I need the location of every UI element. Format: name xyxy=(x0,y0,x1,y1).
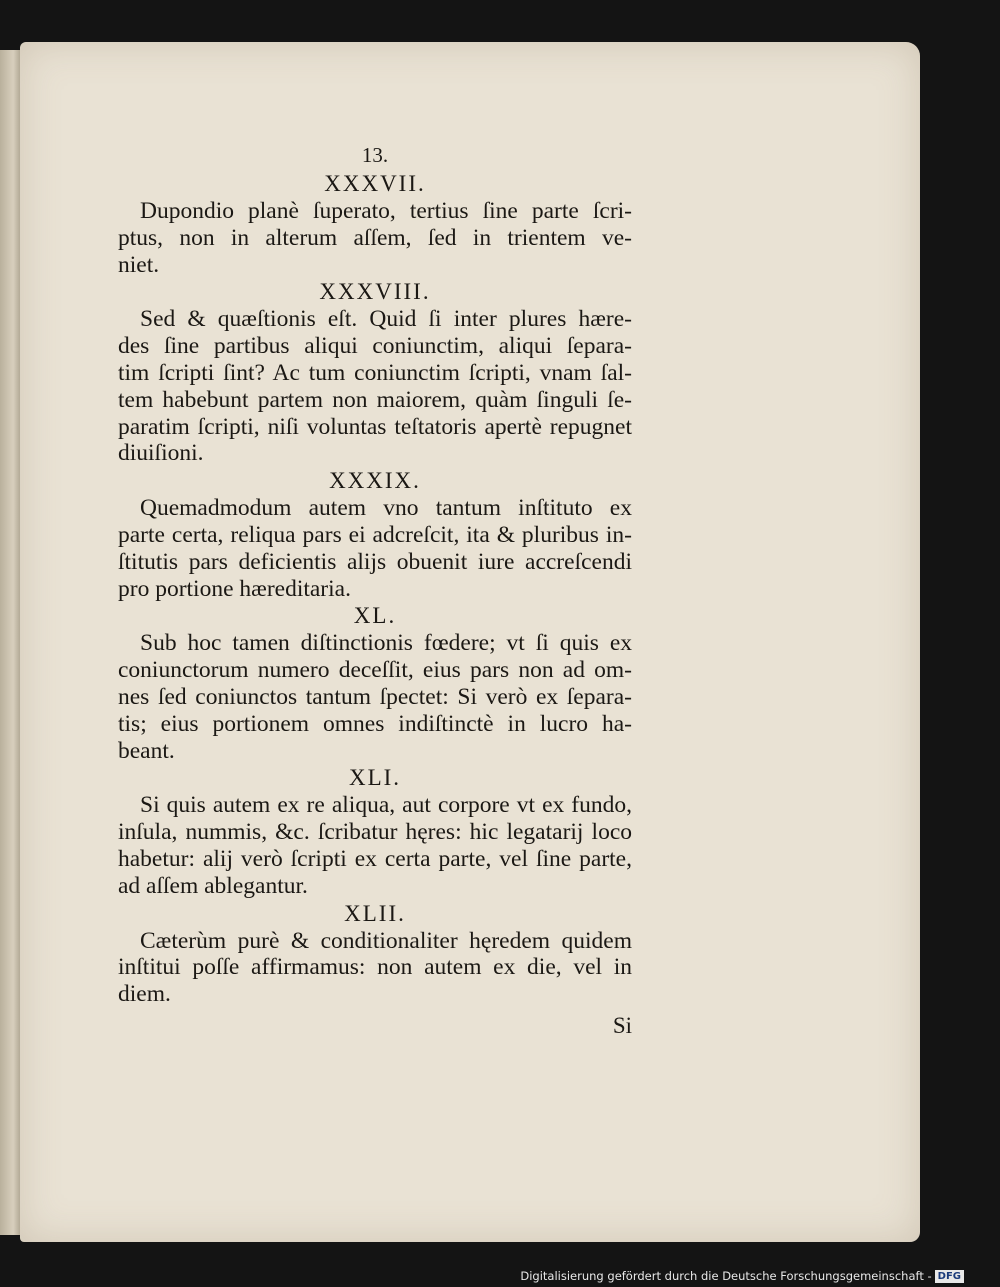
text-line: Sed & quæſtionis eſt. Quid ſi inter plures hære- xyxy=(140,306,632,333)
page-number: 13. xyxy=(361,143,389,167)
section-paragraph xyxy=(118,630,632,764)
text-line: diuiſioni. xyxy=(118,440,204,467)
section-paragraph xyxy=(118,198,632,278)
section-paragraph xyxy=(118,792,632,899)
text-line: Dupondio planè ſuperato, tertius ſine parte ſcri- xyxy=(140,198,632,224)
text-line: diem. xyxy=(118,981,171,1008)
section-numeral: XL. xyxy=(353,603,397,629)
text-line: ptus, non in alterum aſſem, ſed in trientem ve- xyxy=(118,224,632,251)
sections xyxy=(118,170,632,1008)
dfg-logo: DFG xyxy=(935,1270,964,1283)
text-line: habetur: alij verò ſcripti ex certa parte, vel ſine parte, xyxy=(118,845,632,872)
section-paragraph xyxy=(118,928,632,1008)
text-line: parte certa, reliqua pars ei adcreſcit, ita & pluribus in- xyxy=(118,521,632,548)
text-line: paratim ſcripti, niſi voluntas teſtatoris apertè repugnet xyxy=(118,413,632,440)
text-line: inſtitui poſſe affirmamus: non autem ex die, vel in xyxy=(118,954,632,981)
text-line: beant. xyxy=(118,737,175,764)
book-page xyxy=(20,42,920,1242)
text-line: pro portione hæreditaria. xyxy=(118,575,351,602)
text-line: tim ſcripti ſint? Ac tum coniunctim ſcripti, vnam ſal- xyxy=(118,359,632,386)
text-line: tem habebunt partem non maiorem, quàm ſinguli ſe- xyxy=(118,386,632,413)
text-line: Sub hoc tamen diſtinctionis fœdere; vt ſi quis ex xyxy=(140,630,632,657)
text-line: inſula, nummis, &c. ſcribatur hęres: hic legatarij loco xyxy=(118,819,632,846)
section-paragraph xyxy=(118,495,632,602)
text-line: des ſine partibus aliqui coniunctim, aliqui ſepara- xyxy=(118,333,632,360)
text-line: coniunctorum numero deceſſit, eius pars non ad om- xyxy=(118,657,632,684)
text-block xyxy=(118,142,632,1040)
catchword: Si xyxy=(612,1012,632,1038)
section-numeral: XLII. xyxy=(344,900,406,926)
digitization-credit xyxy=(520,1269,964,1283)
section-paragraph xyxy=(118,306,632,467)
section-numeral: XXXVIII. xyxy=(319,279,431,305)
section-numeral: XLI. xyxy=(348,765,402,791)
text-line: ad aſſem ablegantur. xyxy=(118,872,308,899)
text-line: Cæterùm purè & conditionaliter hęredem quidem xyxy=(140,927,632,954)
section-numeral: XXXVII. xyxy=(324,171,426,196)
text-line: nes ſed coniunctos tantum ſpectet: Si verò ex ſepara- xyxy=(118,683,632,710)
text-line: niet. xyxy=(118,251,160,278)
credit-text: Digitalisierung gefördert durch die Deutsche Forschungsgemeinschaft - xyxy=(520,1269,932,1283)
text-line: Quemadmodum autem vno tantum inſtituto ex xyxy=(140,495,632,522)
text-line: tis; eius portionem omnes indiſtinctè in lucro ha- xyxy=(118,710,632,737)
section-numeral: XXXIX. xyxy=(329,468,421,494)
text-line: Si quis autem ex re aliqua, aut corpore vt ex fundo, xyxy=(140,792,632,819)
text-line: ſtitutis pars deficientis alijs obuenit iure accreſcendi xyxy=(118,548,632,575)
